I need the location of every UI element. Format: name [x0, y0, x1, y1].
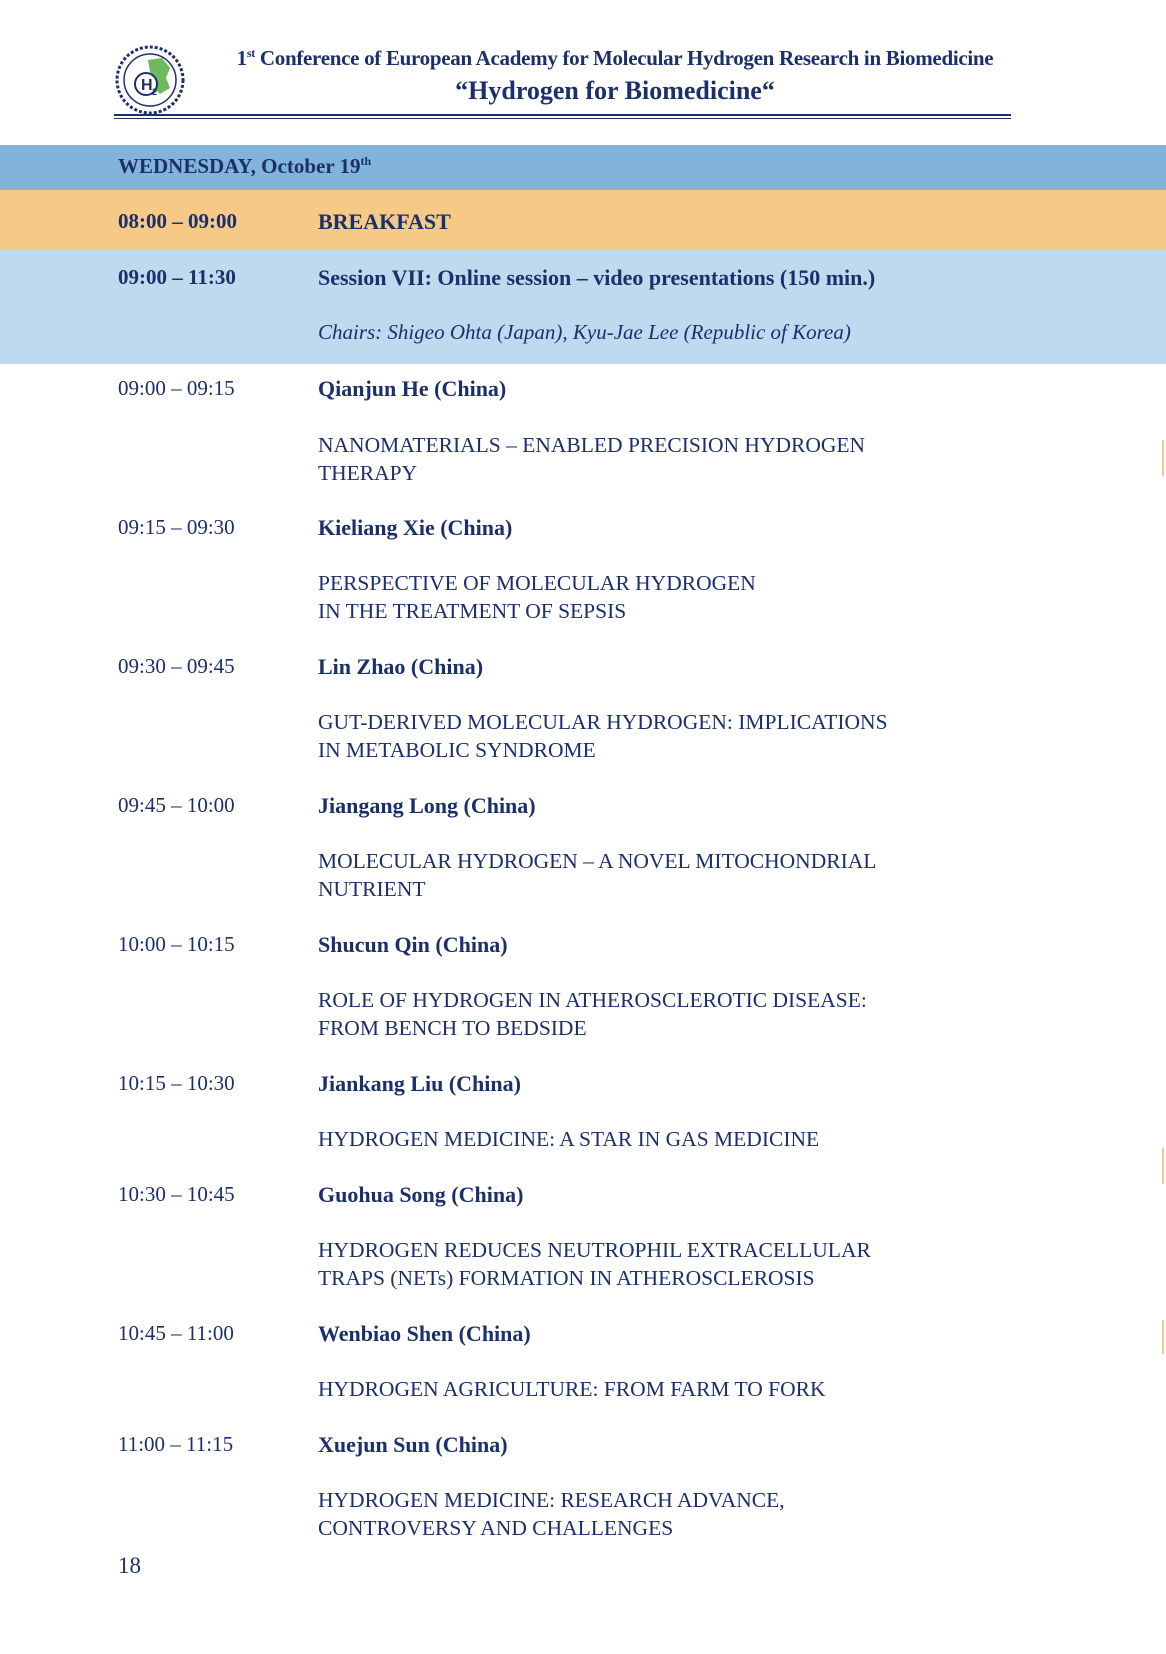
talk-speaker: Wenbiao Shen (China) [318, 1321, 531, 1346]
talk-speaker: Kieliang Xie (China) [318, 515, 513, 540]
talk-title: HYDROGEN AGRICULTURE: FROM FARM TO FORK [318, 1377, 826, 1401]
session-chairs: Chairs: Shigeo Ohta (Japan), Kyu-Jae Lee (Republic of Korea) [318, 320, 851, 344]
talk-speaker: Jiangang Long (China) [318, 793, 536, 818]
day-title: WEDNESDAY, October 19th [118, 154, 372, 178]
talk-speaker: Jiankang Liu (China) [318, 1071, 521, 1096]
academy-logo-icon [114, 44, 186, 116]
talk-title: MOLECULAR HYDROGEN – A NOVEL MITOCHONDRIAL NUTRIENT [318, 849, 877, 901]
talk-time: 10:00 – 10:15 [118, 932, 235, 956]
talk-time: 09:00 – 09:15 [118, 376, 235, 400]
talk-title: HYDROGEN MEDICINE: RESEARCH ADVANCE, CONTROVERSY AND CHALLENGES [318, 1488, 785, 1540]
page-header [0, 0, 1166, 130]
logo-subscript: 2 [152, 87, 158, 97]
talk-title: GUT-DERIVED MOLECULAR HYDROGEN: IMPLICATIONS IN METABOLIC SYNDROME [318, 710, 888, 762]
talk-speaker: Qianjun He (China) [318, 376, 507, 401]
breakfast-label: BREAKFAST [318, 209, 451, 234]
talk-title: ROLE OF HYDROGEN IN ATHEROSCLEROTIC DISEASE: FROM BENCH TO BEDSIDE [318, 988, 867, 1040]
talk-title: PERSPECTIVE OF MOLECULAR HYDROGEN IN THE TREATMENT OF SEPSIS [318, 571, 756, 623]
talk-time: 11:00 – 11:15 [118, 1432, 234, 1456]
session-title: Session VII: Online session – video presentations (150 min.) [318, 265, 876, 290]
conference-title: “Hydrogen for Biomedicine“ [455, 76, 775, 105]
session-time: 09:00 – 11:30 [118, 265, 236, 289]
talk-title: NANOMATERIALS – ENABLED PRECISION HYDROGEN THERAPY [318, 433, 866, 485]
talk-time: 09:15 – 09:30 [118, 515, 235, 539]
talk-speaker: Xuejun Sun (China) [318, 1432, 508, 1457]
talk-time: 09:30 – 09:45 [118, 654, 235, 678]
header-rule-thin [114, 118, 1011, 119]
conference-name: 1st Conference of European Academy for Molecular Hydrogen Research in Biomedicine [236, 46, 994, 70]
talk-time: 09:45 – 10:00 [118, 793, 235, 817]
talk-time: 10:30 – 10:45 [118, 1182, 235, 1206]
talk-speaker: Lin Zhao (China) [318, 654, 484, 679]
edge-mark [1162, 1320, 1164, 1354]
logo-letter: H [141, 77, 153, 94]
talk-title: HYDROGEN REDUCES NEUTROPHIL EXTRACELLULAR TRAPS (NETs) FORMATION IN ATHEROSCLEROSIS [318, 1238, 871, 1290]
edge-mark [1162, 1148, 1164, 1184]
breakfast-time: 08:00 – 09:00 [118, 209, 237, 233]
talk-time: 10:45 – 11:00 [118, 1321, 234, 1345]
header-rule [114, 114, 1011, 116]
talk-title: HYDROGEN MEDICINE: A STAR IN GAS MEDICINE [318, 1127, 820, 1151]
talk-speaker: Shucun Qin (China) [318, 932, 508, 957]
talk-time: 10:15 – 10:30 [118, 1071, 235, 1095]
page-number: 18 [118, 1553, 141, 1578]
edge-mark [1162, 440, 1164, 476]
talk-speaker: Guohua Song (China) [318, 1182, 524, 1207]
